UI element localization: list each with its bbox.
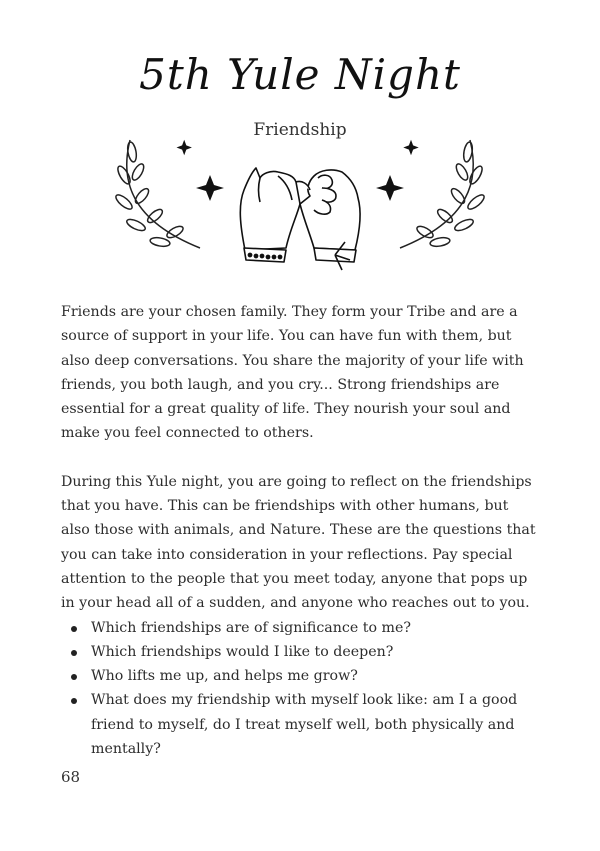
list-item: What does my friendship with myself look like: am I a good friend to myself, do I treat myself well, both physically and mentally?: [91, 688, 541, 761]
list-item: Who lifts me up, and helps me grow?: [91, 664, 541, 688]
question-list: [61, 616, 541, 762]
paragraph-reflection: During this Yule night, you are going to reflect on the friendships that you have. This can be friendships with other humans, but also those with animals, and Nature. These are the questions that you can take into consideration in your reflections. Pay special attention to the people that you meet today, anyone that pops up in your head all of a sudden, and anyone who reaches out to you.: [61, 473, 536, 612]
page-title: 5th Yule Night: [139, 50, 461, 99]
page-subtitle: Friendship: [253, 120, 347, 140]
paragraph-intro: Friends are your chosen family. They form your Tribe and are a source of support in your life. You can have fun with them, but also deep conversations. You share the majority of your life with friends, you both laugh, and you cry... Strong friendships are essential for a great quality of life. They nourish your soul and make you feel connected to others.: [61, 304, 524, 442]
pinky-promise-hands-icon: [240, 168, 360, 270]
page-number: 68: [61, 768, 81, 786]
laurel-branch-left-icon: [114, 140, 200, 248]
laurel-branch-right-icon: [400, 140, 486, 248]
body-text: [61, 300, 541, 761]
list-item: Which friendships would I like to deepen?: [91, 640, 541, 664]
friendship-illustration: [110, 130, 490, 280]
list-item: Which friendships are of significance to me?: [91, 616, 541, 640]
